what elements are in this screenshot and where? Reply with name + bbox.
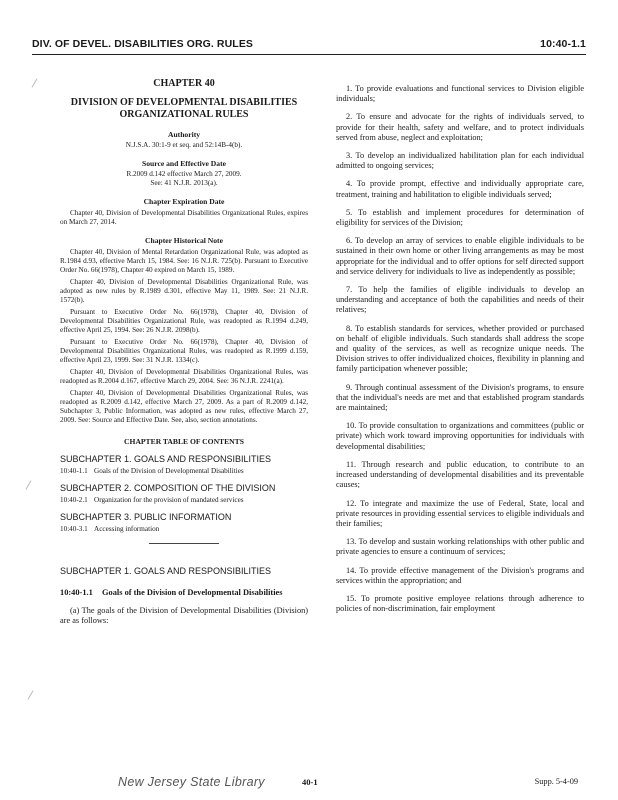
toc-entry-title: Organization for the provision of mandated services xyxy=(94,496,244,504)
section-number: 10:40-1.1 xyxy=(60,588,93,597)
page-number: 40-1 xyxy=(302,777,318,787)
goal-item: 7. To help the families of eligible individuals to develop an understanding and acceptance of both the capabilities and needs of their relatives; xyxy=(336,285,584,315)
toc-subchapter[interactable]: SUBCHAPTER 2. COMPOSITION OF THE DIVISION xyxy=(60,483,276,493)
goal-item: 11. Through research and public education, to contribute to an increased understanding of developmental disabilities and its preventable causes; xyxy=(336,459,584,490)
toc-heading: CHAPTER TABLE OF CONTENTS xyxy=(124,437,244,446)
toc-entry-number: 10:40-1.1 xyxy=(60,467,88,475)
right-column xyxy=(336,84,584,622)
section-title: Goals of the Division of Developmental Disabilities xyxy=(102,588,283,597)
goal-item: 2. To ensure and advocate for the rights of individuals served, to provide for their health, safety and welfare, and to protect individuals served from abuse, neglect and exploitation; xyxy=(336,112,584,142)
history-note: Chapter 40, Division of Mental Retardation Organizational Rule, was adopted as R.1984 d.93, effective March 15, 1984. See: 16 N.J.R. 725(b). Pursuant to Executive Order No. 66(1978), Chapter 40 expired on March 15, 1989. xyxy=(60,248,308,274)
source-line-1: R.2009 d.142 effective March 27, 2009. xyxy=(126,170,242,178)
history-note: Chapter 40, Division of Developmental Disabilities Organizational Rule, was adopted as new rules by R.1989 d.301, effective May 11, 1989. See: 21 N.J.R. 1572(b). xyxy=(60,278,308,304)
history-note: Chapter 40, Division of Developmental Disabilities Organizational Rules, was readopted as R.2004 d.167, effective March 29, 2004. See: 36 N.J.R. 2241(a). xyxy=(60,368,308,385)
toc-subchapter[interactable]: SUBCHAPTER 3. PUBLIC INFORMATION xyxy=(60,512,232,522)
chapter-title: DIVISION OF DEVELOPMENTAL DISABILITIES ORGANIZATIONAL RULES xyxy=(70,97,298,120)
left-column xyxy=(60,72,308,626)
authority-text: N.J.S.A. 30:1-9 et seq. and 52:14B-4(b). xyxy=(125,141,243,149)
goal-item: 8. To establish standards for services, whether provided or purchased on behalf of eligible individuals. Such standards shall address the scope and quality of the services, as well as recognize unique needs. The Division strives to offer individualized choices, flexibility in planning and family participation whenever possible; xyxy=(336,323,584,374)
goal-item: 12. To integrate and maximize the use of Federal, State, local and private resources in providing essential services to eligible individuals and their families; xyxy=(336,498,584,528)
history-notes xyxy=(60,248,308,425)
toc-entry[interactable] xyxy=(60,525,308,533)
expiration-heading: Chapter Expiration Date xyxy=(143,197,225,206)
section-heading xyxy=(60,588,308,599)
history-note: Chapter 40, Division of Developmental Disabilities Organizational Rules, was readopted as R.2009 d.142, effective March 27, 2009. As a part of R.2009 d.142, Subchapter 3, Public Information, was adopted as new rules, effective March 27, 2009. See: Source and Effective Date. See, also, section annotations. xyxy=(60,389,308,424)
goal-item: 3. To develop an individualized habilitation plan for each individual admitted to ongoing services; xyxy=(336,151,584,171)
subchapter-heading: SUBCHAPTER 1. GOALS AND RESPONSIBILITIES xyxy=(60,566,272,576)
goal-item: 10. To provide consultation to organizations and committees (public or private) which work toward improving opportunities for individuals with developmental disabilities; xyxy=(336,421,584,451)
goal-item: 5. To establish and implement procedures for determination of eligibility for services of the Division; xyxy=(336,207,584,228)
chapter-label: CHAPTER 40 xyxy=(153,78,215,89)
scan-mark xyxy=(32,78,38,87)
goal-item: 6. To develop an array of services to enable eligible individuals to be sustained in their own home or other living arrangements as may be most appropriate for the individual and to offer options for self directed support and service delivery for individuals to live as independently as possible; xyxy=(336,236,584,276)
header-left: DIV. OF DEVEL. DISABILITIES ORG. RULES xyxy=(32,38,254,50)
history-note: Pursuant to Executive Order No. 66(1978), Chapter 40, Division of Developmental Disabilities Organizational Rules, was readopted as R.1999 d.159, effective April 23, 1999. See: 31 N.J.R. 1334(c). xyxy=(60,338,308,364)
toc-entry-number: 10:40-3.1 xyxy=(60,525,88,533)
divider xyxy=(149,543,219,544)
library-watermark: New Jersey State Library xyxy=(118,775,265,789)
table-of-contents xyxy=(60,454,308,533)
toc-entry-number: 10:40-2.1 xyxy=(60,496,88,504)
paragraph-a: (a) The goals of the Division of Developmental Disabilities (Division) are as follows: xyxy=(60,605,308,625)
goal-item: 14. To provide effective management of the Division's programs and services within the appropriation; and xyxy=(336,565,584,585)
toc-entry[interactable] xyxy=(60,467,308,475)
source-heading: Source and Effective Date xyxy=(141,159,226,168)
running-header xyxy=(32,36,586,55)
supplement-date: Supp. 5-4-09 xyxy=(534,777,578,786)
toc-entry[interactable] xyxy=(60,496,308,504)
scan-mark xyxy=(26,480,32,489)
expiration-text: Chapter 40, Division of Developmental Disabilities Organizational Rules, expires on March 27, 2014. xyxy=(60,209,308,226)
source-line-2: See: 41 N.J.R. 2013(a). xyxy=(150,179,218,187)
header-right: 10:40-1.1 xyxy=(540,38,586,50)
toc-entry-title: Goals of the Division of Developmental Disabilities xyxy=(94,467,244,475)
authority-heading: Authority xyxy=(167,130,201,139)
scan-mark xyxy=(28,690,34,699)
toc-entry-title: Accessing information xyxy=(94,525,160,533)
goal-item: 9. Through continual assessment of the Division's programs, to ensure that the individual's needs are met and that established program standards are maintained; xyxy=(336,382,584,413)
goal-item: 1. To provide evaluations and functional services to Division eligible individuals; xyxy=(336,84,584,104)
goal-item: 15. To promote positive employee relations through adherence to policies of non-discrimination, fair employment xyxy=(336,593,584,614)
goal-item: 13. To develop and sustain working relationships with other public and private agencies to ensure a continuum of services; xyxy=(336,537,584,557)
goal-item: 4. To provide prompt, effective and individually appropriate care, treatment, training and habilitation to eligible individuals served; xyxy=(336,179,584,199)
toc-subchapter[interactable]: SUBCHAPTER 1. GOALS AND RESPONSIBILITIES xyxy=(60,454,272,464)
history-heading: Chapter Historical Note xyxy=(145,236,223,245)
history-note: Pursuant to Executive Order No. 66(1978), Chapter 40, Division of Developmental Disabilities Organizational Rule, was readopted as R.1994 d.249, effective April 25, 1994. See: 26 N.J.R. 2098(b). xyxy=(60,308,308,334)
page-footer xyxy=(0,777,618,793)
